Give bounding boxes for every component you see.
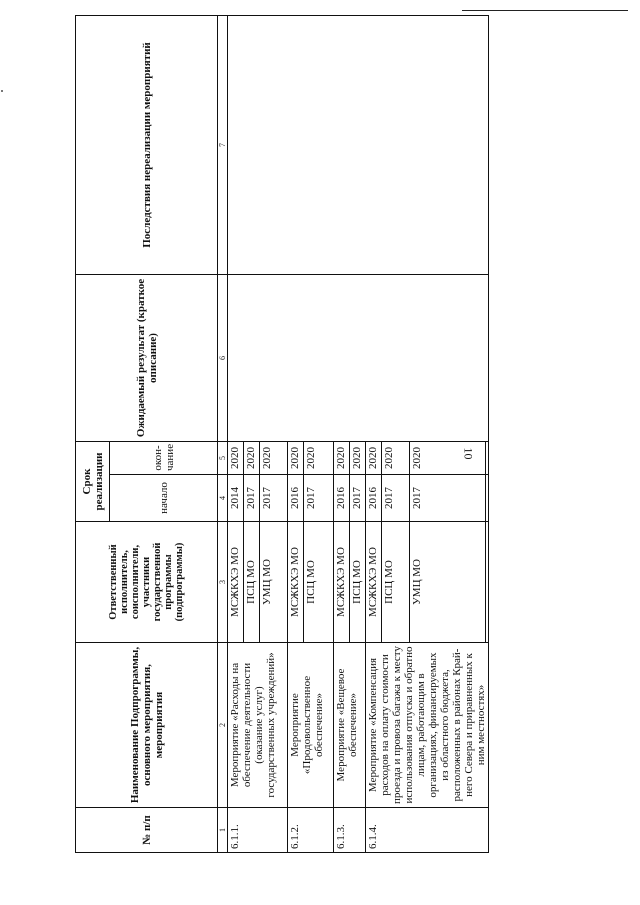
end-cell: 2020 (350, 441, 366, 474)
measures-table (75, 15, 489, 853)
start-cell: 2016 (334, 475, 350, 522)
start-cell: 2017 (244, 475, 260, 522)
executor-cell: ПСЦ МО (304, 522, 334, 643)
end-cell: 2020 (244, 441, 260, 474)
start-cell: 2017 (304, 475, 334, 522)
row-num: 6.1.1. (228, 808, 288, 853)
start-cell: 2016 (288, 475, 304, 522)
header-num: № п/п (76, 808, 218, 853)
end-cell: 2020 (260, 441, 288, 474)
col-num-3: 3 (218, 522, 228, 643)
header-result: Ожидаемый результат (краткое описание) (76, 274, 218, 441)
scan-edge-line (462, 10, 628, 11)
start-cell: 2016 (366, 475, 382, 522)
col-num-1: 1 (218, 808, 228, 853)
col-num-5: 5 (218, 441, 228, 474)
start-cell: 2017 (382, 475, 410, 522)
filler-cell (486, 475, 489, 522)
consequences-cell (228, 15, 489, 274)
end-cell: 2020 (304, 441, 334, 474)
end-cell: 2020 (410, 441, 486, 474)
row-name: Мероприятие «Компенсация расходов на оплату стоимости проезда и провоза багажа к месту использования отпуска и обратно лицам, работающим в организациях, финансируемых из областного бюджета, расположенных в районах Край-него Севера и приравненных к ним местностях» (366, 643, 489, 808)
executor-cell: ПСЦ МО (350, 522, 366, 643)
executor-cell: МСЖКХЭ МО (288, 522, 304, 643)
start-cell: 2017 (410, 475, 486, 522)
col-num-2: 2 (218, 643, 228, 808)
filler-cell (486, 441, 489, 474)
end-cell: 2020 (228, 441, 244, 474)
start-cell: 2017 (260, 475, 288, 522)
header-consequences: Последствия нереализации мероприятий (76, 15, 218, 274)
executor-cell: УМЦ МО (260, 522, 288, 643)
executor-cell: МСЖКХЭ МО (366, 522, 382, 643)
row-num: 6.1.2. (288, 808, 334, 853)
col-num-7: 7 (218, 15, 228, 274)
end-cell: 2020 (382, 441, 410, 474)
executor-cell: ПСЦ МО (244, 522, 260, 643)
row-name: Мероприятие «Вещевое обеспечение» (334, 643, 366, 808)
executor-cell: МСЖКХЭ МО (228, 522, 244, 643)
start-cell: 2017 (350, 475, 366, 522)
header-end: окон-чание (110, 441, 218, 474)
executor-cell: УМЦ МО (410, 522, 486, 643)
row-name: Мероприятие «Расходы на обеспечение деятельности (оказание услуг) государственных учреждений» (228, 643, 288, 808)
filler-cell (486, 522, 489, 643)
col-num-6: 6 (218, 274, 228, 441)
row-name: Мероприятие «Продовольственное обеспечение» (288, 643, 334, 808)
row-num: 6.1.3. (334, 808, 366, 853)
end-cell: 2020 (334, 441, 350, 474)
executor-cell: ПСЦ МО (382, 522, 410, 643)
executor-cell: МСЖКХЭ МО (334, 522, 350, 643)
end-cell: 2020 (366, 441, 382, 474)
header-start: начало (110, 475, 218, 522)
col-num-4: 4 (218, 475, 228, 522)
result-cell (228, 274, 489, 441)
start-cell: 2014 (228, 475, 244, 522)
row-num: 6.1.4. (366, 808, 489, 853)
header-name: Наименование Подпрограммы, основного мероприятия, мероприятия (76, 643, 218, 808)
page-number: 10 (461, 447, 476, 460)
header-executor: Ответственный исполнитель, соисполнители, участники государственной программы (подпрограммы) (76, 522, 218, 643)
end-cell: 2020 (288, 441, 304, 474)
scan-speck (1, 90, 3, 92)
header-period: Срок реализации (76, 441, 110, 521)
